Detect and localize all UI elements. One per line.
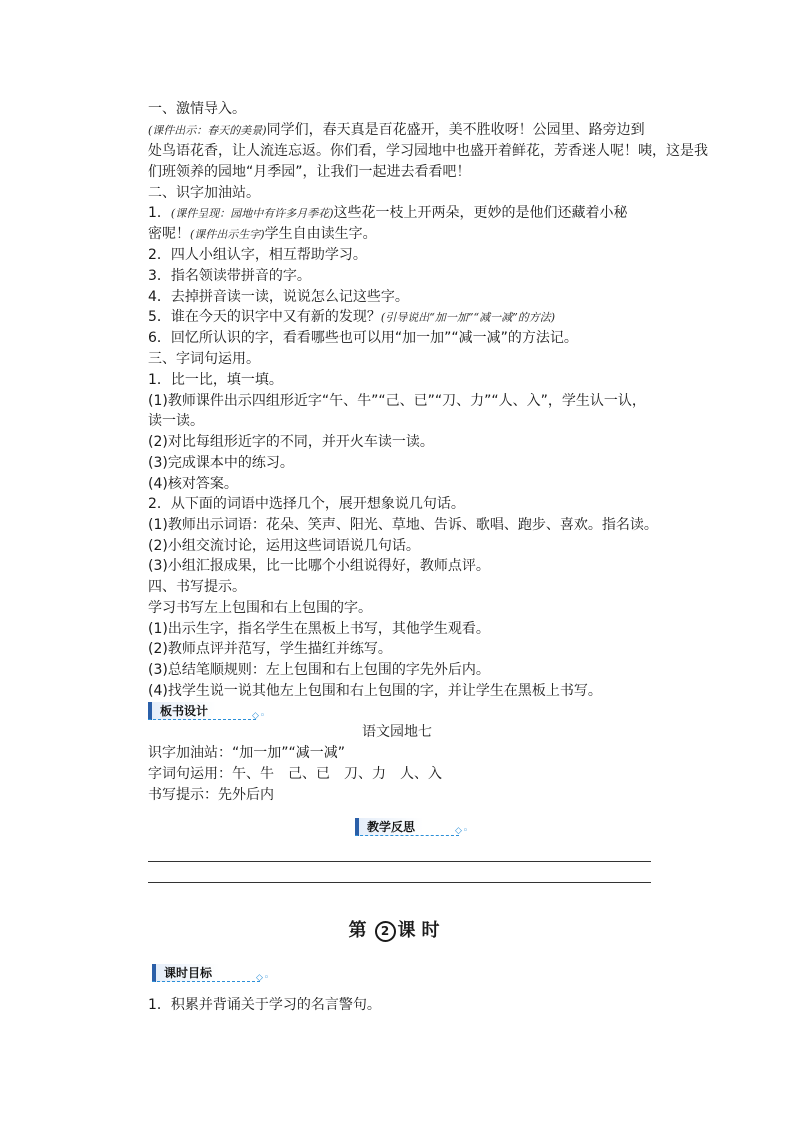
list-item: (1)教师出示词语：花朵、笑声、阳光、草地、告诉、歌唱、跑步、喜欢。指名读。 [148, 517, 658, 533]
paragraph-line: 学习书写左上包围和右上包围的字。 [148, 600, 372, 616]
lesson-number-badge: 2 [375, 921, 396, 942]
list-item: (2)小组交流讨论，运用这些词语说几句话。 [148, 538, 420, 554]
dots-ornament-icon: ◇◦ [256, 973, 271, 983]
board-row: 字词句运用：午、牛 己、已 刀、力 人、入 [148, 766, 442, 782]
list-item: (2)教师点评并范写，学生描红并练写。 [148, 641, 392, 657]
paragraph-line: (课件出示：春天的美景)同学们，春天真是百花盛开，美不胜收呀！公园里、路旁边到 [148, 122, 645, 138]
list-item: 3．指名领读带拼音的字。 [148, 268, 311, 284]
board-row: 识字加油站：“加一加”“减一减” [148, 745, 346, 761]
tag-underline [355, 835, 459, 837]
board-row: 书写提示：先外后内 [148, 787, 274, 803]
list-item: 5．谁在今天的识字中又有新的发现？(引导说出“加一加”“减一减”的方法) [148, 309, 555, 325]
list-item: 6．回忆所认识的字，看看哪些也可以用“加一加”“减一减”的方法记。 [148, 330, 578, 346]
objective-item: 1．积累并背诵关于学习的名言警句。 [148, 997, 381, 1013]
list-item: 2．从下面的词语中选择几个，展开想象说几句话。 [148, 496, 465, 512]
lesson-objectives-tag: 课时目标 [152, 964, 220, 982]
dots-ornament-icon: ◇◦ [252, 711, 267, 721]
list-item: 读一读。 [148, 413, 204, 429]
list-item: (1)出示生字，指名学生在黑板上书写，其他学生观看。 [148, 621, 490, 637]
tag-underline [148, 719, 256, 721]
list-item: 2．四人小组认字，相互帮助学习。 [148, 247, 367, 263]
courseware-note: (课件出示：春天的美景) [148, 124, 267, 137]
list-item: 4．去掉拼音读一读，说说怎么记这些字。 [148, 289, 409, 305]
section-heading-literacy: 二、识字加油站。 [148, 185, 260, 201]
board-title: 语文园地七 [362, 724, 432, 740]
guidance-note: (引导说出“加一加”“减一减”的方法) [380, 311, 555, 324]
reflection-writing-line [148, 882, 651, 883]
paragraph-line: 处鸟语花香，让人流连忘返。你们看，学习园地中也盛开着鲜花，芳香迷人呢！咦，这是我 [148, 143, 708, 159]
list-item: (2)对比每组形近字的不同，并开火车读一读。 [148, 434, 434, 450]
list-item: (3)小组汇报成果，比一比哪个小组说得好，教师点评。 [148, 558, 490, 574]
list-item: (3)总结笔顺规则：左上包围和右上包围的字先外后内。 [148, 662, 490, 678]
list-item: (3)完成课本中的练习。 [148, 455, 294, 471]
board-design-tag: 板书设计 [148, 702, 216, 720]
lesson-title: 第 2 课时 [348, 920, 446, 941]
section-heading-writing: 四、书写提示。 [148, 579, 246, 595]
section-heading-usage: 三、字词句运用。 [148, 351, 260, 367]
paragraph-line: 1．(课件呈现：园地中有许多月季花)这些花一枝上开两朵，更妙的是他们还藏着小秘 [148, 205, 628, 221]
paragraph-line: 密呢！(课件出示生字)学生自由读生字。 [148, 226, 377, 242]
courseware-note: (课件呈现：园地中有许多月季花) [170, 207, 334, 220]
tag-underline [152, 981, 260, 983]
paragraph-line: 们班领养的园地“月季园”，让我们一起进去看看吧！ [148, 164, 471, 180]
reflection-writing-line [148, 861, 651, 862]
list-item: (4)核对答案。 [148, 476, 238, 492]
teaching-reflection-tag: 教学反思 [355, 818, 423, 836]
section-heading-intro: 一、激情导入。 [148, 101, 246, 117]
dots-ornament-icon: ◇◦ [455, 826, 470, 836]
list-item: (1)教师课件出示四组形近字“午、牛”“己、已”“刀、力”“人、入”，学生认一认， [148, 393, 646, 409]
list-item: (4)找学生说一说其他左上包围和右上包围的字，并让学生在黑板上书写。 [148, 683, 602, 699]
list-item: 1．比一比，填一填。 [148, 372, 283, 388]
courseware-note: (课件出示生字) [190, 228, 265, 241]
